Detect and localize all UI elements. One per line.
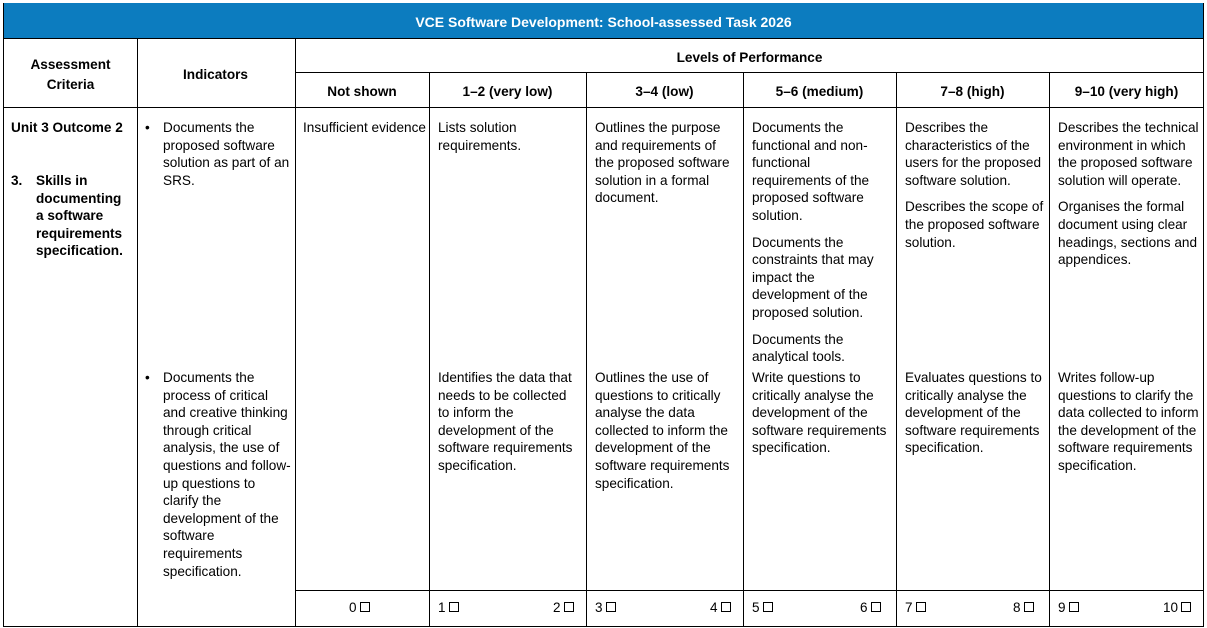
checkbox-icon [606,602,616,612]
rubric-table [3,3,1204,627]
grid-line [3,3,4,627]
checkbox-icon [360,602,370,612]
score-8-checkbox[interactable]: 8 [1013,600,1034,615]
descriptor-row1-not-shown: Insufficient evidence [303,120,426,135]
checkbox-icon [721,602,731,612]
indicator-2: • Documents the process of critical and creative thinking through critical analysis, the use of questions and follow-up questions to clarify the development of the software requirements specification. [137,369,291,580]
grid-line [1049,72,1050,627]
grid-line [295,38,296,627]
descriptor-row2-9-10: Writes follow-up questions to clarify the data collected to inform the development of the software requirements specification. [1058,370,1199,473]
grid-line [586,72,587,627]
descriptor-row1-1-2: Lists solution requirements. [438,120,522,153]
score-7-checkbox[interactable]: 7 [905,600,926,615]
grid-line [295,590,1204,591]
score-10-checkbox[interactable]: 10 [1163,600,1191,615]
score-2-checkbox[interactable]: 2 [553,600,574,615]
checkbox-icon [763,602,773,612]
criterion-outcome: Unit 3 Outcome 2 [11,120,123,135]
grid-line [137,38,138,627]
grid-line [429,72,430,627]
score-0-checkbox[interactable]: 0 [349,600,370,615]
score-1-checkbox[interactable]: 1 [438,600,459,615]
criterion-text: Skills in documenting a software requirements specification. [36,173,123,259]
col-header-9-10: 9–10 (very high) [1074,84,1179,99]
checkbox-icon [871,602,881,612]
score-5-checkbox[interactable]: 5 [752,600,773,615]
grid-line [896,72,897,627]
header-indicators: Indicators [183,67,248,82]
col-header-7-8: 7–8 (high) [940,84,1005,99]
grid-line [295,72,1204,73]
descriptor-row1-5-6: Documents the functional and non-functional requirements of the proposed software solution. Documents the constraints that may impact the development of the proposed solution. Documents the analytical tools. [752,120,874,365]
col-header-not-shown: Not shown [327,84,397,99]
grid-line [743,72,744,627]
descriptor-row1-9-10: Describes the technical environment in which the proposed software solution will operate. Organises the formal document using clear headings, sections and appendices. [1058,120,1199,268]
descriptor-row1-7-8: Describes the characteristics of the users for the proposed software solution. Describes the scope of the proposed software solution. [905,120,1044,250]
header-levels-of-performance: Levels of Performance [676,50,823,65]
header-assessment-criteria: Assessment Criteria [30,57,111,92]
grid-line [3,38,1204,39]
score-9-checkbox[interactable]: 9 [1058,600,1079,615]
descriptor-row2-5-6: Write questions to critically analyse the development of the software requirements specification. [752,370,887,456]
grid-line [3,626,1204,627]
col-header-5-6: 5–6 (medium) [775,84,864,99]
checkbox-icon [1024,602,1034,612]
checkbox-icon [564,602,574,612]
table-title: VCE Software Development: School-assessed Task 2026 [3,3,1204,38]
score-4-checkbox[interactable]: 4 [710,600,731,615]
col-header-3-4: 3–4 (low) [635,84,694,99]
score-3-checkbox[interactable]: 3 [595,600,616,615]
checkbox-icon [916,602,926,612]
descriptor-row2-7-8: Evaluates questions to critically analyse the development of the software requirements specification. [905,370,1042,456]
grid-line [3,107,1204,108]
descriptor-row2-1-2: Identifies the data that needs to be collected to inform the development of the software requirements specification. [438,370,573,473]
col-header-1-2: 1–2 (very low) [462,84,553,99]
indicator-1: • Documents the proposed software solution as part of an SRS. [137,119,291,189]
checkbox-icon [449,602,459,612]
grid-line [1203,3,1204,627]
descriptor-row2-3-4: Outlines the use of questions to critically analyse the data collected to inform the development of the software requirements specification. [595,370,730,491]
descriptor-row1-3-4: Outlines the purpose and requirements of the proposed software solution in a formal document. [595,120,730,206]
checkbox-icon [1069,602,1079,612]
score-6-checkbox[interactable]: 6 [860,600,881,615]
checkbox-icon [1181,602,1191,612]
criterion-number: 3. [11,173,23,188]
